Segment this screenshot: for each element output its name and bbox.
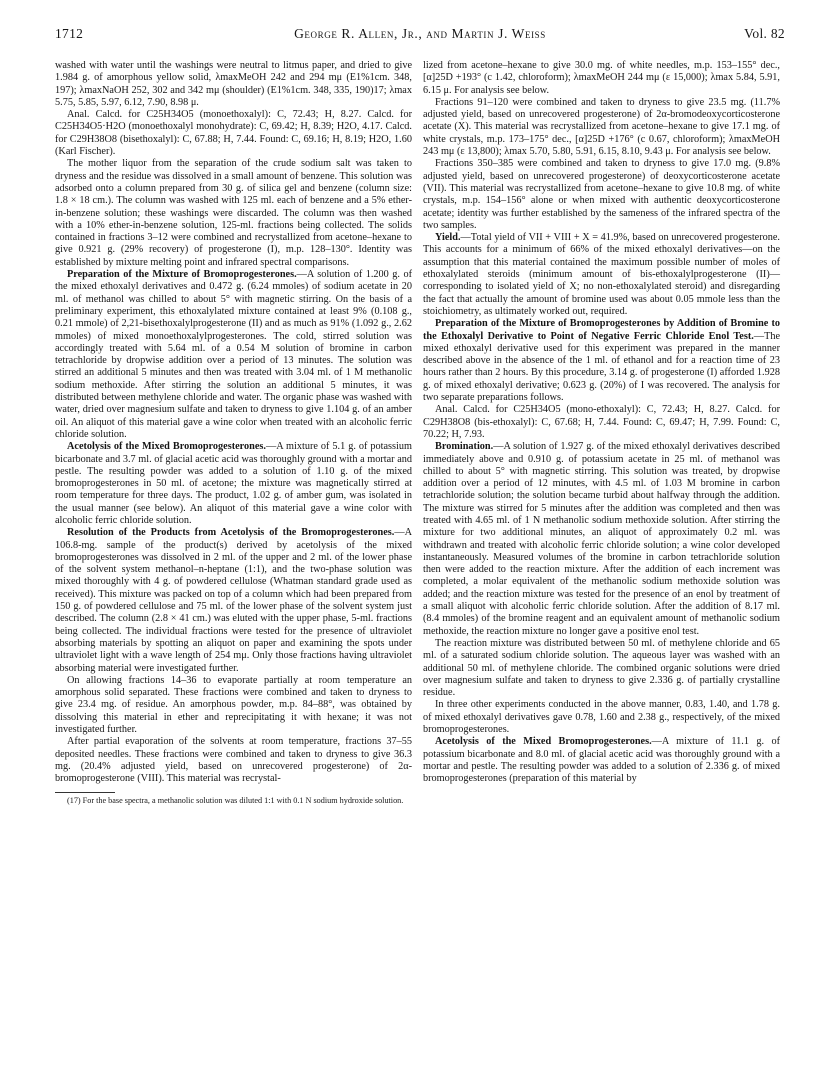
paragraph-lead: Preparation of the Mixture of Bromoprogesterones. [67, 269, 297, 281]
paragraph: Preparation of the Mixture of Bromoprogesterones by Addition of Bromine to the Ethoxalyl Derivative to Point of Negative Ferric Chloride Enol Test.—The mixed ethoxalyl derivative used for this experiment was prepared in the manner described above in the absence of the 1 ml. of ethanol and for a reaction time of 23 hours rather than 2 hours. By this procedure, 3.14 g. of progesterone (I) afforded 1.928 g. of mixed ethoxalyl derivative; 0.623 g. (20%) of I was recovered. The analysis for two separate preparations follows. [423, 318, 780, 404]
paragraph: Anal. Calcd. for C25H34O5 (mono-ethoxalyl): C, 72.43; H, 8.27. Calcd. for C29H38O8 (bis-ethoxalyl): C, 67.68; H, 7.44. Found: C, 69.47; H, 7.99. Found: C, 70.22; H, 7.93. [423, 404, 780, 440]
paragraph-lead: Acetolysis of the Mixed Bromoprogesterones. [67, 441, 266, 453]
paragraph: Preparation of the Mixture of Bromoprogesterones.—A solution of 1.200 g. of the mixed ethoxalyl derivatives and 0.472 g. (6.24 mmoles) of sodium acetate in 20 ml. of methanol was chilled to about 5° with magnetic stirring. On the basis of a preliminary experiment, this ethoxalylated mixture contained at least 9% (0.108 g., 0.21 mmole) of 2,21-bisethoxalylprogesterone (II) and as much as 91% (1.092 g., 2.62 mmoles) of mixed monoethoxalylprogesterones. The cold, stirred solution was accordingly treated with 5.64 ml. of a 0.54 M solution of bromine in carbon tetrachloride by dropwise addition over a period of 13 minutes. The solution was stirred an additional 5 minutes and then was treated with 3.04 ml. of 1 M methanolic sodium methoxide. After stirring the solution an additional 5 minutes, it was distributed between methylene chloride and water. The organic phase was washed with water, dried over magnesium sulfate and taken to dryness to give 1.104 g. of an amber oil. An aliquot of this material gave a wine color when treated with an alcoholic ferric chloride solution. [55, 269, 412, 440]
paragraph: After partial evaporation of the solvents at room temperature, fractions 37–55 deposited needles. These fractions were combined and taken to dryness to give 36.3 mg. (20.4% adjusted yield, based on unrecovered progesterone) of 2α-bromoprogesterone (VIII). This material was recrystal- [55, 736, 412, 785]
page-number: 1712 [55, 26, 84, 41]
paragraph: The mother liquor from the separation of the crude sodium salt was taken to dryness and the residue was dissolved in a small amount of benzene. This solution was adsorbed onto a column prepared from 30 g. of silica gel and benzene (column size: 1.8 × 18 cm.). The column was washed with 125 ml. each of benzene and a 5% ether-in-benzene solution; these washings were discarded. The column was then washed with a 10% ether-in-benzene solution, 125-ml. fractions being collected. The solids contained in fractions 3–12 were combined and recrystallized from acetone–hexane to give 0.921 g. (29% recovery) of progesterone (I), m.p. 128–130°. Identity was established by mixture melting point and infrared spectral comparisons. [55, 158, 412, 268]
paragraph: On allowing fractions 14–36 to evaporate partially at room temperature an amorphous solid separated. These fractions were combined and taken to dryness to give 23.4 mg. of residue. An amorphous powder, m.p. 84–88°, was obtained by dissolving this material in ether and reprecipitating it with hexane; it was not investigated further. [55, 674, 412, 736]
right-column [423, 60, 780, 786]
footnote: (17) For the base spectra, a methanolic solution was diluted 1:1 with 0.1 N sodium hydroxide solution. [67, 795, 404, 805]
paragraph-lead: Preparation of the Mixture of Bromoprogesterones by Addition of Bromine to the Ethoxalyl Derivative to Point of Negative Ferric Chloride Enol Test. [423, 318, 780, 342]
paragraph: Anal. Calcd. for C25H34O5 (monoethoxalyl): C, 72.43; H, 8.27. Calcd. for C25H34O5·H2O (monoethoxalyl monohydrate): C, 69.42; H, 8.39; H2O, 4.17. Calcd. for C29H38O8 (bisethoxalyl): C, 67.88; H, 7.44. Found: C, 69.16; H, 8.19; H2O, 1.60 (Karl Fischer). [55, 109, 412, 158]
paragraph-lead: Bromination. [435, 441, 494, 453]
running-title: George R. Allen, Jr., and Martin J. Weiss [294, 26, 546, 41]
paragraph: Fractions 350–385 were combined and taken to dryness to give 17.0 mg. (9.8% adjusted yield, based on unrecovered progesterone) of deoxycorticosterone acetate (VII). This material was recrystallized from acetone–hexane to give 10.8 mg. of white crystals, m.p. 154–156° alone or when mixed with authentic deoxycorticosterone acetate; identity was further established by the sameness of the infrared spectra of the two samples. [423, 158, 780, 231]
footnote-rule [55, 792, 115, 793]
paragraph: Fractions 91–120 were combined and taken to dryness to give 23.5 mg. (11.7% adjusted yield, based on unrecovered progesterone) of 2α-bromodeoxycorticosterone acetate (X). This material was recrystallized from acetone–hexane to give 17.1 mg. of white crystals, m.p. 173–175° dec., [α]25D +176° (c 0.67, chloroform); λmaxMeOH 243 mμ (ε 13,800); λmax 5.70, 5.80, 5.91, 6.15, 8.10, 9.43 μ. For analysis see below. [423, 96, 780, 158]
paragraph: Resolution of the Products from Acetolysis of the Bromoprogesterones.—A 106.8-mg. sample of the product(s) derived by acetolysis of the mixed bromoprogesterones was dissolved in 2 ml. of the upper and 2 ml. of the lower phase of the solvent system methanol–n-heptane (1:1), and the two-phase solution was mixed thoroughly with 4 g. of powdered cellulose (Whatman standard grade used as received). This mixture was packed on top of a column which had been prepared from 150 g. of powdered cellulose and 75 ml. of the lower phase of the solvent system just described. The column (2.8 × 41 cm.) was eluted with the upper phase, 5-ml. fractions being collected. The individual fractions were tested for the presence of ultraviolet absorbing materials by spotting an aliquot on paper and examining the spots under ultraviolet light with a wave length of 254 mμ. Only those fractions having ultraviolet absorbing material were investigated further. [55, 527, 412, 674]
running-header [55, 26, 785, 46]
paragraph-lead: Resolution of the Products from Acetolysis of the Bromoprogesterones. [67, 527, 395, 539]
paragraph-lead: Acetolysis of the Mixed Bromoprogesterones. [435, 736, 652, 748]
paragraph: washed with water until the washings were neutral to litmus paper, and dried to give 1.984 g. of amorphous yellow solid, λmaxMeOH 242 and 294 mμ (E1%1cm. 348, 197); λmaxNaOH 252, 302 and 342 mμ (shoulder) (E1%1cm. 348, 335, 190)17; λmax 5.75, 5.85, 5.97, 6.12, 7.90, 8.98 μ. [55, 60, 412, 108]
paragraph: In three other experiments conducted in the above manner, 0.83, 1.40, and 1.78 g. of mixed ethoxalyl derivatives gave 0.78, 1.60 and 2.38 g., respectively, of the mixed bromoprogesterones. [423, 699, 780, 736]
paragraph: lized from acetone–hexane to give 30.0 mg. of white needles, m.p. 153–155° dec., [α]25D +193° (c 1.42, chloroform); λmaxMeOH 244 mμ (ε 15,000); λmax 5.84, 5.91, 6.15 μ. For analysis see below. [423, 60, 780, 96]
paragraph: Bromination.—A solution of 1.927 g. of the mixed ethoxalyl derivatives described immediately above and 0.910 g. of potassium acetate in 25 ml. of methanol was chilled to about 5° with magnetic stirring. This solution was treated, by dropwise addition over a period of 12 minutes, with 4.5 ml. of 1.03 M bromine in carbon tetrachloride solution; the solution became turbid about halfway through the addition. The mixture was stirred for 5 minutes after the addition was completed and then was treated with 4.65 ml. of 1 N methanolic sodium methoxide solution. After stirring the mixture for two additional minutes, an aliquot of approximately 0.2 ml. was withdrawn and treated with alcoholic ferric chloride solution; a wine color developed instantaneously. Measured volumes of the bromine in carbon tetrachloride solution then were added to the reaction mixture. After the addition of each increment was completed, a molar equivalent of the methanolic sodium methoxide solution was added; and the reaction mixture was tested for the presence of an enol by treatment of a small aliquot with alcoholic ferric chloride solution. After the addition of 8.17 ml. (8.4 mmoles) of the bromine reagent and an equivalent amount of methanolic sodium methoxide, the reaction mixture no longer gave a positive enol test. [423, 441, 780, 637]
paragraph-lead: Yield. [435, 232, 461, 244]
volume-label: Vol. 82 [744, 26, 785, 41]
left-column [55, 60, 412, 806]
paragraph: Yield.—Total yield of VII + VIII + X = 41.9%, based on unrecovered progesterone. This accounts for a minimum of 66% of the mixed ethoxalyl derivatives—on the assumption that this material contained the maximum possible number of moles of ethoxalylated steroids (minimum amount of bis-ethoxalylprogesterone (II)—corresponding to isolated yield of X; no non-ethoxalylated steroid) and disregarding the fact that actually the amount of bromine used was about 0.05 mmole less than the stoichiometry, as ultimately worked out, required. [423, 232, 780, 317]
paragraph: Acetolysis of the Mixed Bromoprogesterones.—A mixture of 5.1 g. of potassium bicarbonate and 3.7 ml. of glacial acetic acid was thoroughly ground with a mortar and pestle. The resulting powder was added to a solution of 1.10 g. of the mixed bromoprogesterones in 50 ml. of acetone; the mixture was magnetically stirred at room temperature for three days. The product, 1.02 g. of amber gum, was isolated in the usual manner (see below). An aliquot of this material gave a wine color with alcoholic ferric chloride solution. [55, 441, 412, 526]
paragraph: The reaction mixture was distributed between 50 ml. of methylene chloride and 65 ml. of a saturated sodium chloride solution. The aqueous layer was washed with an additional 50 ml. of methylene chloride. The combined organic solutions were dried over magnesium sulfate and taken to dryness to give 2.336 g. of partially crystalline residue. [423, 637, 780, 699]
paragraph: Acetolysis of the Mixed Bromoprogesterones.—A mixture of 11.1 g. of potassium bicarbonate and 8.0 ml. of glacial acetic acid was thoroughly ground with a mortar and pestle. The resulting powder was added to a solution of 2.336 g. of mixed bromoprogesterones (preparation of this material by [423, 736, 780, 785]
